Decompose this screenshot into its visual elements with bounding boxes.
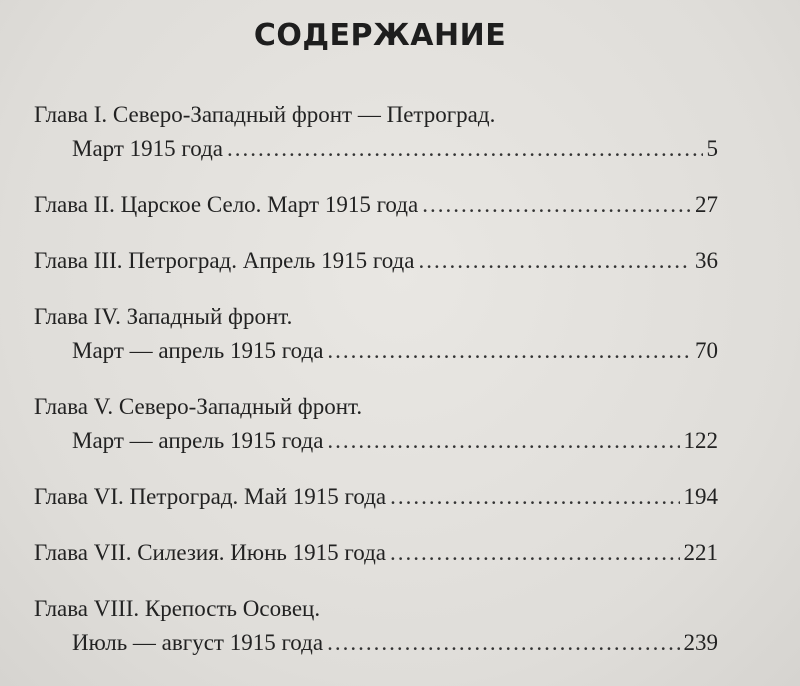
- toc-entry-title-line: [34, 592, 718, 626]
- dot-leader: [390, 480, 679, 514]
- toc-entry-chapter-4: [34, 300, 718, 368]
- toc-entry-chapter-8: [34, 592, 718, 660]
- toc-page-number: 36: [695, 248, 718, 273]
- page-title: СОДЕРЖАНИЕ: [253, 18, 507, 53]
- toc-entry-title-line: [34, 390, 718, 424]
- toc-entry-subtitle: Март 1915 года: [72, 136, 224, 161]
- table-of-contents: [34, 98, 718, 682]
- toc-entry-chapter-5: [34, 390, 718, 458]
- toc-entry-title-line: [34, 98, 718, 132]
- toc-page-number: 70: [695, 338, 718, 363]
- toc-entry-chapter-2: [34, 188, 718, 222]
- toc-entry-title: Глава VII. Силезия. Июнь 1915 года: [34, 540, 386, 565]
- toc-page-number: 194: [683, 484, 718, 509]
- toc-entry-chapter-3: [34, 244, 718, 278]
- dot-leader: [327, 626, 679, 660]
- dot-leader: [327, 334, 691, 368]
- toc-entry-continuation-line: [34, 626, 718, 660]
- toc-entry-chapter-7: [34, 536, 718, 570]
- toc-entry-title: Глава I. Северо-Западный фронт — Петроград.: [34, 102, 496, 127]
- toc-page-number: 27: [695, 192, 718, 217]
- toc-entry-continuation-line: [34, 424, 718, 458]
- toc-entry-title: Глава VI. Петроград. Май 1915 года: [34, 484, 387, 509]
- toc-entry-title: Глава III. Петроград. Апрель 1915 года: [34, 248, 415, 273]
- toc-entry-subtitle: Март — апрель 1915 года: [72, 338, 324, 363]
- dot-leader: [327, 424, 679, 458]
- toc-entry-continuation-line: [34, 334, 718, 368]
- toc-entry-title: Глава IV. Западный фронт.: [34, 304, 293, 329]
- toc-entry-title-line: [34, 536, 718, 570]
- toc-entry-title-line: [34, 300, 718, 334]
- dot-leader: [418, 244, 691, 278]
- toc-page-number: 122: [683, 428, 718, 453]
- dot-leader: [390, 536, 680, 570]
- toc-entry-subtitle: Июль — август 1915 года: [72, 630, 324, 655]
- toc-page-number: 221: [683, 540, 718, 565]
- toc-entry-title-line: [34, 244, 718, 278]
- toc-entry-continuation-line: [34, 132, 718, 166]
- toc-entry-title-line: [34, 480, 718, 514]
- toc-page-number: 239: [683, 630, 718, 655]
- toc-entry-title: Глава VIII. Крепость Осовец.: [34, 596, 321, 621]
- toc-entry-chapter-6: [34, 480, 718, 514]
- toc-entry-title: Глава V. Северо-Западный фронт.: [34, 394, 363, 419]
- toc-entry-subtitle: Март — апрель 1915 года: [72, 428, 324, 453]
- toc-entry-chapter-1: [34, 98, 718, 166]
- dot-leader: [227, 132, 702, 166]
- toc-entry-title-line: [34, 188, 718, 222]
- toc-page-number: 5: [706, 136, 718, 161]
- toc-entry-title: Глава II. Царское Село. Март 1915 года: [34, 192, 419, 217]
- dot-leader: [422, 188, 691, 222]
